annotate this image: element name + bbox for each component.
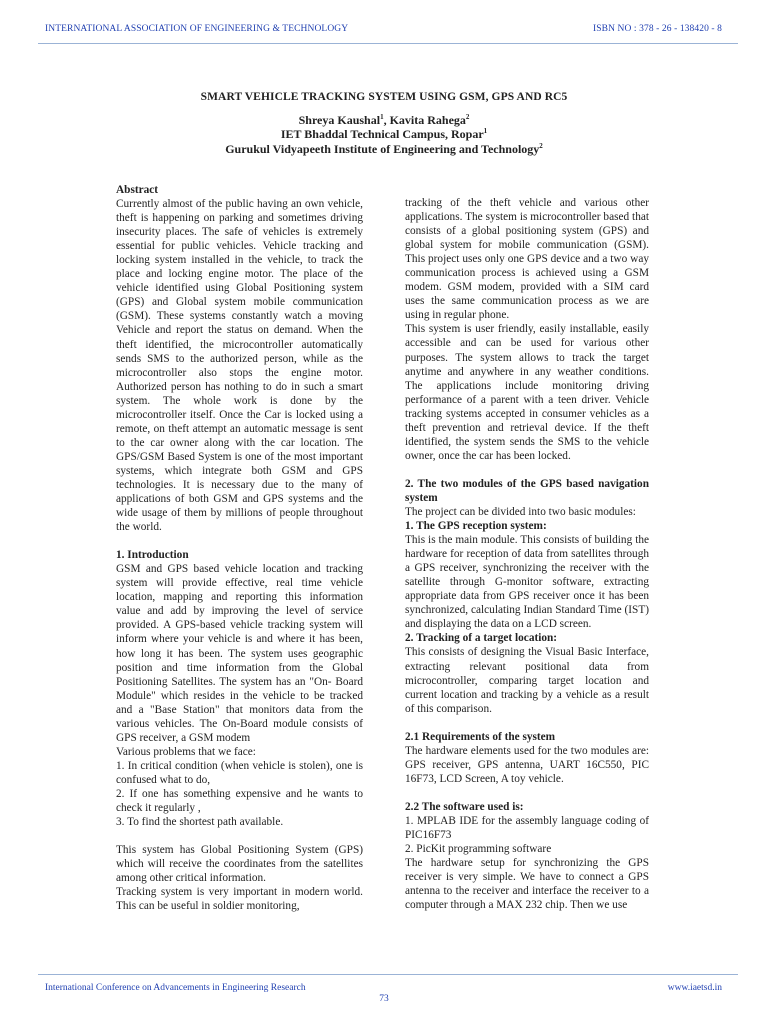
- affiliation-1-text: IET Bhaddal Technical Campus, Ropar: [280, 127, 484, 141]
- paper-title: SMART VEHICLE TRACKING SYSTEM USING GSM, GPS AND RC5: [200, 91, 568, 103]
- problems-intro: Various problems that we face:: [116, 745, 256, 758]
- author-2-sup: 2: [465, 113, 470, 121]
- author-1: Shreya Kaushal: [298, 113, 381, 127]
- section-2-heading: 2. The two modules of the GPS based navigation system: [405, 477, 649, 504]
- problem-item: 1. In critical condition (when vehicle is stolen), one is confused what to do,: [116, 759, 363, 786]
- section-2-1-text: The hardware elements used for the two modules are: GPS receiver, GPS antenna, UART 16C550, PIC 16F73, LCD Screen, A toy vehicle.: [405, 744, 649, 785]
- author-names: [0, 113, 768, 128]
- page-number: 73: [379, 994, 389, 1004]
- gps-paragraph: This system has Global Positioning System (GPS) which will receive the coordinates from the satellites among other critical information.: [116, 844, 363, 885]
- user-friendly-paragraph: This system is user friendly, easily installable, easily accessible and can be used for various other purposes. The system allows to track the target anytime and anywhere in any weather conditions. The applications include monitoring driving performance of a parent with a teen driver. Vehicle tracking systems accepted in consumer vehicles as a theft prevention and retrieval device. If the theft identified, the system sends the SMS to the vehicle owner, once the car has been locked.: [405, 323, 649, 462]
- affiliation-2-text: Gurukul Vidyapeeth Institute of Engineering and Technology: [225, 142, 540, 156]
- problem-item: 3. To find the shortest path available.: [116, 816, 284, 829]
- introduction-heading: 1. Introduction: [116, 549, 189, 562]
- module-2-heading: 2. Tracking of a target location:: [405, 632, 558, 645]
- problem-item: 2. If one has something expensive and he wants to check it regularly ,: [116, 787, 363, 815]
- header-organization: INTERNATIONAL ASSOCIATION OF ENGINEERING & TECHNOLOGY: [45, 24, 349, 34]
- affiliation-1: [0, 127, 768, 142]
- module-2-text: This consists of designing the Visual Basic Interface, extracting relevant positional data from microcontroller, comparing target location and current location and tracking by a vehicle as a result of this comparison.: [405, 646, 649, 715]
- section-2-intro: The project can be divided into two basic modules:: [405, 505, 636, 518]
- introduction-text: GSM and GPS based vehicle location and tracking system will provide effective, real time vehicle location, mapping and reporting this information value and add by improving the level of service provided. A GPS-based vehicle tracking system will inform where your vehicle is and where it has been, how long it has been. The system uses geographic position and time information from the Global Positioning Satellites. The system has an "On- Board Module" which resides in the vehicle to be tracked and a "Base Station" that monitors data from the various vehicles. The On-Board module consists of GPS receiver, a GSM modem: [116, 563, 363, 744]
- affiliation-2: [0, 142, 768, 157]
- left-column: [116, 183, 363, 913]
- section-2-1-heading: 2.1 Requirements of the system: [405, 730, 556, 743]
- affiliation-2-sup: 2: [539, 142, 543, 150]
- software-item: 2. PicKit programming software: [405, 843, 552, 856]
- continued-paragraph: tracking of the theft vehicle and various other applications. The system is microcontroller based that consists of a global positioning system (GPS) and global system for mobile communication (GSM). This project uses only one GPS device and a two way communication process is achieved using a GSM modem. GSM modem, provided with a SIM card uses the same communication process as we are using in regular phone.: [405, 197, 649, 322]
- right-column: [405, 196, 649, 912]
- module-1-heading: 1. The GPS reception system:: [405, 520, 547, 533]
- software-item: 1. MPLAB IDE for the assembly language coding of PIC16F73: [405, 814, 649, 841]
- header-isbn: ISBN NO : 378 - 26 - 138420 - 8: [593, 24, 722, 34]
- header-divider: [38, 43, 738, 44]
- module-1-text: This is the main module. This consists of building the hardware for reception of data from satellites through a GPS receiver, synchronizing the receiver with the satellite through G-monitor software, extracting appropriate data from GPS receiver once it has been synchronized, calculating Indian Standard Time (IST) and displaying the data on a LCD screen.: [405, 534, 649, 631]
- affiliation-1-sup: 1: [483, 127, 488, 135]
- footer-website[interactable]: www.iaetsd.in: [667, 983, 722, 993]
- footer-divider: [38, 974, 738, 975]
- abstract-text: Currently almost of the public having an own vehicle, theft is happening on parking and sometimes driving insecurity places. The safe of vehicles is extremely essential for public vehicles. Vehicle tracking and locking system installed in the vehicle, to track the place and locking engine motor. The place of the vehicle identified using Global Positioning system (GPS) and Global system mobile communication (GSM). These systems constantly watch a moving Vehicle and report the status on demand. When the theft identified, the microcontroller automatically sends SMS to the authorized person, while as the microcontroller also stops the engine motor. Authorized person has nothing to do in such a smart system. The whole work is done by the microcontroller itself. Once the Car is locked using a remote, on theft attempt an automatic message is sent to the car owner along with the car location. The GPS/GSM Based System is one of the most important systems, which integrate both GSM and GPS technologies. It is necessary due to the many of applications of both GSM and GPS systems and the wide usage of them by millions of people throughout the world.: [116, 198, 363, 534]
- author-1-sup: 1: [380, 113, 384, 121]
- author-2: , Kavita Rahega: [383, 113, 466, 127]
- abstract-heading: Abstract: [116, 184, 159, 196]
- tracking-paragraph: Tracking system is very important in modern world. This can be useful in soldier monitoring,: [116, 886, 363, 913]
- section-2-2-text: The hardware setup for synchronizing the GPS receiver is very simple. We have to connect a GPS antenna to the receiver and interface the receiver to a computer through a MAX 232 chip. Then we use: [405, 857, 649, 912]
- footer-conference: International Conference on Advancements in Engineering Research: [45, 983, 306, 993]
- section-2-2-heading: 2.2 The software used is:: [405, 800, 524, 813]
